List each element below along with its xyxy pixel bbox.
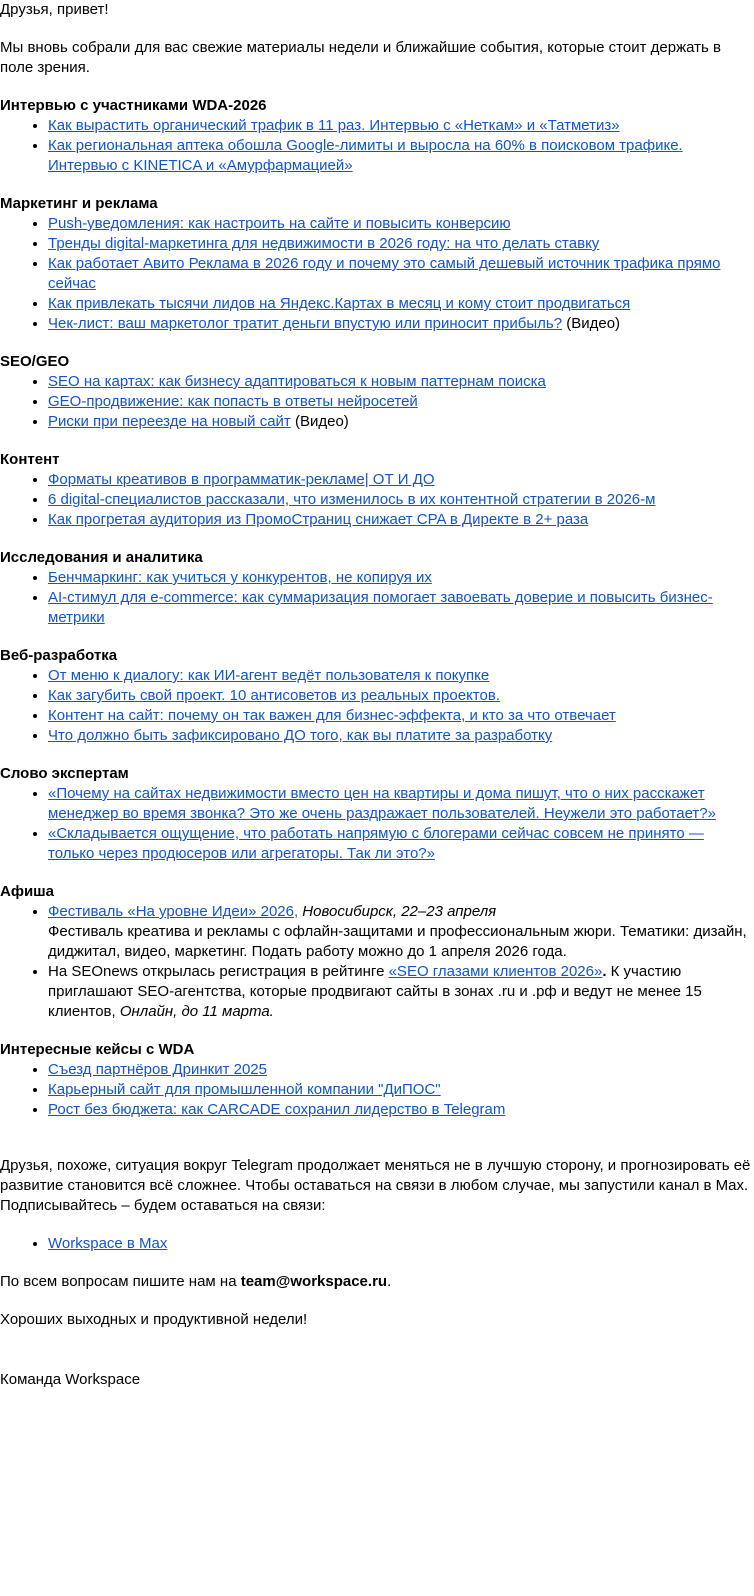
article-list <box>0 214 754 334</box>
event-link[interactable]: «SEO глазами клиентов 2026» <box>388 963 603 980</box>
event-prefix: На SEOnews открылась регистрация в рейтинге <box>48 963 389 980</box>
section-title: Интересные кейсы с WDA <box>0 1041 195 1058</box>
content-section <box>0 352 754 432</box>
article-link[interactable]: Как работает Авито Реклама в 2026 году и почему это самый дешевый источник трафика прямо сейчас <box>48 255 721 292</box>
article-note: (Видео) <box>562 315 621 332</box>
contact-line <box>0 1272 754 1292</box>
event-italic: Онлайн, до 11 марта. <box>119 1003 274 1020</box>
list-item <box>48 686 754 706</box>
list-item <box>48 136 754 176</box>
list-item <box>48 726 754 746</box>
event-description: Фестиваль креатива и рекламы с офлайн-защитами и профессиональным жюри. Тематики: дизайн, диджитал, видео, маркетинг. Подать работу можно до 1 апреля 2026 года. <box>48 923 747 960</box>
content-section <box>0 548 754 628</box>
content-section <box>0 96 754 176</box>
case-link[interactable]: Рост без бюджета: как CARCADE сохранил лидерство в Telegram <box>48 1101 506 1118</box>
list-item <box>48 1080 754 1100</box>
article-list <box>0 470 754 530</box>
article-link[interactable]: Чек-лист: ваш маркетолог тратит деньги впустую или приносит прибыль? <box>48 315 563 332</box>
article-link[interactable]: Бенчмаркинг: как учиться у конкурентов, не копируя их <box>48 569 432 586</box>
greeting: Друзья, привет! <box>0 1 109 18</box>
spacer <box>0 1330 754 1366</box>
signature: Команда Workspace <box>0 1371 141 1388</box>
sections <box>0 96 754 864</box>
article-link[interactable]: SEO на картах: как бизнесу адаптироваться к новым паттернам поиска <box>48 373 546 390</box>
wishes: Хороших выходных и продуктивной недели! <box>0 1311 308 1328</box>
section-title: SEO/GEO <box>0 353 70 370</box>
list-item <box>48 490 754 510</box>
article-link[interactable]: 6 digital-специалистов рассказали, что изменилось в их контентной стратегии в 2026-м <box>48 491 656 508</box>
contact-email[interactable]: team@workspace.ru <box>240 1273 388 1290</box>
article-link[interactable]: GEO-продвижение: как попасть в ответы нейросетей <box>48 393 418 410</box>
section-title: Маркетинг и реклама <box>0 195 158 212</box>
article-link[interactable]: От меню к диалогу: как ИИ-агент ведёт пользователя к покупке <box>48 667 490 684</box>
list-item <box>48 962 754 1022</box>
list-item <box>48 372 754 392</box>
list-item <box>48 294 754 314</box>
case-link[interactable]: Съезд партнёров Дринкит 2025 <box>48 1061 267 1078</box>
list-item <box>48 510 754 530</box>
list-item <box>48 588 754 628</box>
list-item <box>48 412 754 432</box>
list-item <box>48 116 754 136</box>
article-note: (Видео) <box>290 413 349 430</box>
list-item <box>48 568 754 588</box>
spacer <box>0 1254 754 1272</box>
max-channel-link[interactable]: Workspace в Max <box>48 1235 168 1252</box>
article-link[interactable]: Как прогретая аудитория из ПромоСтраниц снижает CPA в Директе в 2+ раза <box>48 511 589 528</box>
cases-section <box>0 1040 754 1120</box>
list-item <box>48 666 754 686</box>
list-item <box>48 470 754 490</box>
contact-suffix: . <box>387 1273 392 1290</box>
article-link[interactable]: Как загубить свой проект. 10 антисоветов из реальных проектов. <box>48 687 500 704</box>
list-item <box>48 784 754 824</box>
content-section <box>0 194 754 334</box>
content-section <box>0 764 754 864</box>
article-link[interactable]: Что должно быть зафиксировано ДО того, как вы платите за разработку <box>48 727 553 744</box>
list-item <box>48 1100 754 1120</box>
article-link[interactable]: Контент на сайт: почему он так важен для бизнес-эффекта, и кто за что отвечает <box>48 707 616 724</box>
list-item <box>48 1234 754 1254</box>
article-link[interactable]: Как привлекать тысячи лидов на Яндекс.Картах в месяц и кому стоит продвигаться <box>48 295 631 312</box>
max-list <box>0 1234 754 1254</box>
article-list <box>0 372 754 432</box>
afisha-section <box>0 882 754 1022</box>
content-section <box>0 646 754 746</box>
section-title: Афиша <box>0 883 55 900</box>
case-link[interactable]: Карьерный сайт для промышленной компании "ДиПОС" <box>48 1081 441 1098</box>
article-link[interactable]: Риски при переезде на новый сайт <box>48 413 291 430</box>
list-item <box>48 214 754 234</box>
event-text: К участию приглашают SEO-агентства, которые продвигают сайты в зонах .ru и .рф и ведут не менее 15 клиентов, <box>48 963 702 1020</box>
article-link[interactable]: AI-стимул для e-commerce: как суммаризация помогает завоевать доверие и повысить бизнес-метрики <box>48 589 713 626</box>
telegram-note: Друзья, похоже, ситуация вокруг Telegram продолжает меняться не в лучшую сторону, и прогнозировать её развитие становится всё сложнее. Чтобы оставаться на связи в любом случае, мы запустили канал в Max. Подписывайтесь – будем оставаться на связи: <box>0 1157 751 1214</box>
contact-prefix: По всем вопросам пишите нам на <box>0 1273 241 1290</box>
article-link[interactable]: «Почему на сайтах недвижимости вместо цен на квартиры и дома пишут, что о них расскажет менеджер во время звонка? Это же очень раздражает пользователей. Неужели это работает?» <box>48 785 716 822</box>
event-link[interactable]: Фестиваль «На уровне Идеи» 2026, <box>48 903 299 920</box>
spacer <box>0 1216 754 1234</box>
section-title: Веб-разработка <box>0 647 118 664</box>
content-section <box>0 450 754 530</box>
section-title: Исследования и аналитика <box>0 549 203 566</box>
article-link[interactable]: Push-уведомления: как настроить на сайте и повысить конверсию <box>48 215 511 232</box>
article-link[interactable]: Как региональная аптека обошла Google-лимиты и выросла на 60% в поисковом трафике. Интервью с KINETICA и «Амурфармацией» <box>48 137 683 174</box>
section-title: Интервью с участниками WDA-2026 <box>0 97 267 114</box>
article-list <box>0 666 754 746</box>
article-link[interactable]: Форматы креативов в программатик-рекламе| ОТ И ДО <box>48 471 435 488</box>
list-item <box>48 314 754 334</box>
list-item <box>48 706 754 726</box>
spacer <box>0 1120 754 1156</box>
article-link[interactable]: Как вырастить органический трафик в 11 раз. Интервью с «Неткам» и «Татметиз» <box>48 117 620 134</box>
list-item <box>48 1060 754 1080</box>
list-item <box>48 824 754 864</box>
section-title: Контент <box>0 451 60 468</box>
list-item <box>48 254 754 294</box>
event-place-date: Новосибирск, 22–23 апреля <box>298 903 497 920</box>
article-list <box>0 784 754 864</box>
list-item <box>48 234 754 254</box>
event-dot: . <box>602 963 607 980</box>
article-list <box>0 116 754 176</box>
cases-list <box>0 1060 754 1120</box>
afisha-list <box>0 902 754 1022</box>
article-list <box>0 568 754 628</box>
article-link[interactable]: Тренды digital-маркетинга для недвижимости в 2026 году: на что делать ставку <box>48 235 600 252</box>
intro-lead: Мы вновь собрали для вас свежие материалы недели и ближайшие события, которые стоит держать в поле зрения. <box>0 39 721 76</box>
list-item <box>48 392 754 412</box>
article-link[interactable]: «Складывается ощущение, что работать напрямую с блогерами сейчас совсем не принято — только через продюсеров или агрегаторы. Так ли это?» <box>48 825 704 862</box>
section-title: Слово экспертам <box>0 765 129 782</box>
list-item <box>48 902 754 962</box>
